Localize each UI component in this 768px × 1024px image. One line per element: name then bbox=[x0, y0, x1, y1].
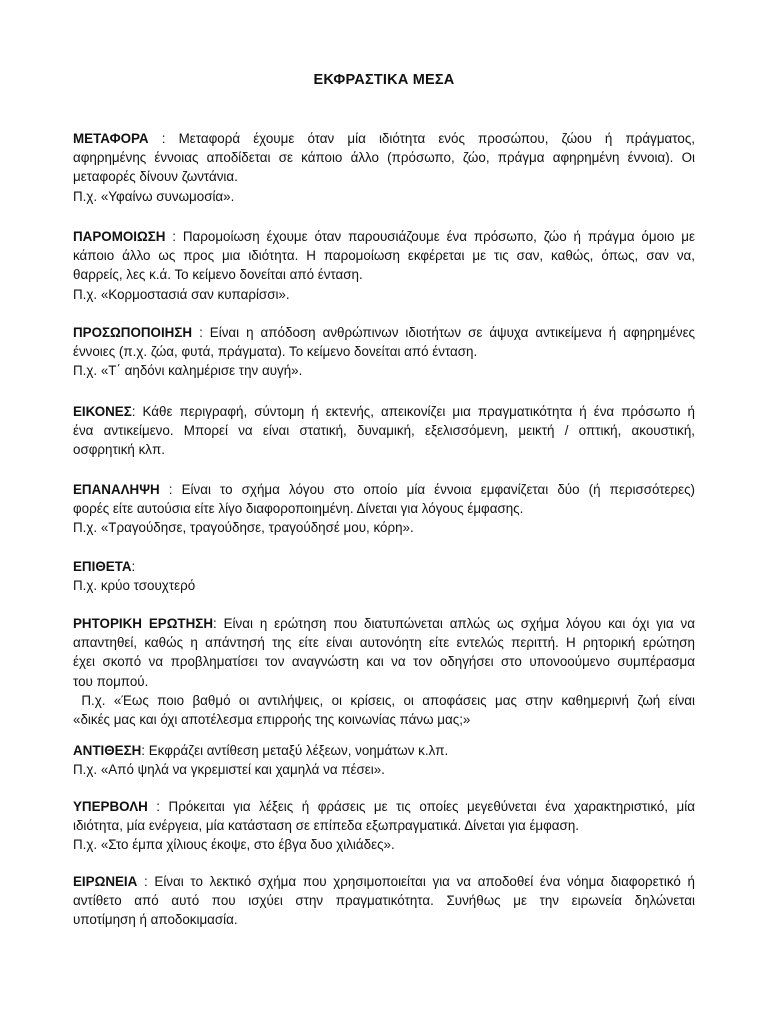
section-term: ΠΑΡΟΜΟΙΩΣΗ bbox=[73, 229, 166, 244]
section-line: θαρρείς, λες κ.ά. Το κείμενο δονείται από ένταση. bbox=[73, 267, 363, 283]
section-line: φορές είτε αυτούσια είτε λίγο διαφοροποιημένη. Δίνεται για λόγους έμφασης. bbox=[73, 501, 524, 517]
section-example: Π.χ. «Τραγούδησε, τραγούδησε, τραγούδησέ μου, κόρη». bbox=[73, 520, 414, 536]
section-line: αντίθετο από αυτό που ισχύει στην πραγματικότητα. Συνήθως με την ειρωνεία δηλώνεται bbox=[73, 893, 695, 909]
section-prosopopoiisi bbox=[73, 323, 695, 381]
section-line: ΕΙΚΟΝΕΣ: Κάθε περιγραφή, σύντομη ή εκτενής, απεικονίζει μια πραγματικότητα ή ένα πρόσωπο ή bbox=[73, 404, 695, 419]
section-line: έχει σκοπό να προβληματίσει τον αναγνώστη και να τον οδηγήσει στο υπονοούμενο συμπέρασμα bbox=[73, 654, 695, 670]
section-line: ΠΑΡΟΜΟΙΩΣΗ : Παρομοίωση έχουμε όταν παρουσιάζουμε ένα πρόσωπο, ζώο ή πράγμα όμοιο με bbox=[73, 229, 695, 244]
section-term: ΕΙΡΩΝΕΙΑ bbox=[73, 874, 138, 889]
section-example: Π.χ. «Υφαίνω συνωμοσία». bbox=[73, 188, 235, 204]
section-eironeia bbox=[73, 872, 695, 930]
section-line: του πομπού. bbox=[73, 673, 149, 689]
section-example: Π.χ. κρύο τσουχτερό bbox=[73, 578, 196, 594]
section-metafora bbox=[73, 129, 695, 206]
section-line: ΥΠΕΡΒΟΛΗ : Πρόκειται για λέξεις ή φράσεις με τις οποίες μεγεθύνεται ένα χαρακτηριστικό, μία bbox=[73, 799, 695, 814]
section-antithesi bbox=[73, 741, 695, 779]
section-example-continued: «δικές μας και όχι αποτέλεσμα επιρροής της κοινωνίας πάνω μας;» bbox=[73, 712, 471, 728]
section-yperboli bbox=[73, 797, 695, 855]
section-line: αφηρημένης έννοιας αποδίδεται σε κάποιο άλλο (πρόσωπο, ζώο, πράγμα αφηρημένη έννοια). Οι bbox=[73, 150, 695, 166]
section-line: κάποιο άλλο ως προς μια ιδιότητα. Η παρομοίωση εκφέρεται με τις σαν, καθώς, όπως, σαν να, bbox=[73, 248, 695, 264]
section-term: ΑΝΤΙΘΕΣΗ bbox=[73, 743, 142, 758]
section-line: ιδιότητα, μία ενέργεια, μία κατάσταση σε επίπεδα εξωπραγματικά. Δίνεται για έμφαση. bbox=[73, 818, 579, 834]
section-term: ΜΕΤΑΦΟΡΑ bbox=[73, 131, 149, 146]
section-line: ΑΝΤΙΘΕΣΗ: Εκφράζει αντίθεση μεταξύ λέξεων, νοημάτων κ.λπ. bbox=[73, 743, 449, 758]
section-term: ΡΗΤΟΡΙΚΗ ΕΡΩΤΗΣΗ bbox=[73, 616, 213, 631]
section-line: ΕΠΑΝΑΛΗΨΗ : Είναι το σχήμα λόγου στο οποίο μία έννοια εμφανίζεται δύο (ή περισσότερες) bbox=[73, 482, 695, 497]
section-paromoiosi bbox=[73, 227, 695, 304]
section-line: έννοιες (π.χ. ζώα, φυτά, πράγματα). Το κείμενο δονείται από ένταση. bbox=[73, 344, 478, 360]
section-ritoriki-erotisi bbox=[73, 614, 695, 729]
section-term: ΕΙΚΟΝΕΣ bbox=[73, 404, 132, 419]
section-example: Π.χ. «Τ΄ αηδόνι καλημέρισε την αυγή». bbox=[73, 363, 303, 379]
section-example: Π.χ. «Έως ποιο βαθμό οι αντιλήψεις, οι κρίσεις, οι αποφάσεις μας στην καθημερινή ζωή είναι bbox=[73, 692, 695, 708]
section-term: ΥΠΕΡΒΟΛΗ bbox=[73, 799, 148, 814]
section-line: οσφρητική κλπ. bbox=[73, 442, 165, 458]
section-line: ΕΙΡΩΝΕΙΑ : Είναι το λεκτικό σχήμα που χρησιμοποιείται για να αποδοθεί ένα νόημα διαφορετικό ή bbox=[73, 874, 695, 889]
section-term: ΕΠΙΘΕΤΑ bbox=[73, 559, 132, 574]
section-line: ένα αντικείμενο. Μπορεί να είναι στατική, δυναμική, εξελισσόμενη, μεικτή / οπτική, ακουστική, bbox=[73, 423, 695, 439]
section-line: μεταφορές δίνουν ζωντάνια. bbox=[73, 169, 238, 185]
section-line: ΕΠΙΘΕΤΑ: bbox=[73, 559, 136, 574]
section-example: Π.χ. «Από ψηλά να γκρεμιστεί και χαμηλά να πέσει». bbox=[73, 762, 385, 778]
section-epanalipsi bbox=[73, 480, 695, 538]
section-example: Π.χ. «Στο έμπα χίλιους έκοψε, στο έβγα δυο χιλιάδες». bbox=[73, 837, 395, 853]
section-line: ΠΡΟΣΩΠΟΠΟΙΗΣΗ : Είναι η απόδοση ανθρώπινων ιδιοτήτων σε άψυχα αντικείμενα ή αφηρημένες bbox=[73, 325, 695, 340]
section-term: ΠΡΟΣΩΠΟΠΟΙΗΣΗ bbox=[73, 325, 193, 340]
page-title: ΕΚΦΡΑΣΤΙΚΑ ΜΕΣΑ bbox=[313, 72, 455, 88]
section-line: απαντηθεί, καθώς η απάντησή της είτε είναι αυτονόητη είτε εντελώς περιττή. Η ρητορική ερώτηση bbox=[73, 635, 695, 651]
section-line: ΜΕΤΑΦΟΡΑ : Μεταφορά έχουμε όταν μία ιδιότητα ενός προσώπου, ζώου ή πράγματος, bbox=[73, 131, 695, 146]
section-eikones bbox=[73, 402, 695, 460]
section-term: ΕΠΑΝΑΛΗΨΗ bbox=[73, 482, 160, 497]
section-line: υποτίμηση ή αποδοκιμασία. bbox=[73, 912, 238, 928]
section-epitheta bbox=[73, 557, 695, 595]
section-example: Π.χ. «Κορμοστασιά σαν κυπαρίσσι». bbox=[73, 286, 290, 302]
section-line: ΡΗΤΟΡΙΚΗ ΕΡΩΤΗΣΗ: Είναι η ερώτηση που διατυπώνεται απλώς ως σχήμα λόγου και όχι για να bbox=[73, 616, 695, 631]
